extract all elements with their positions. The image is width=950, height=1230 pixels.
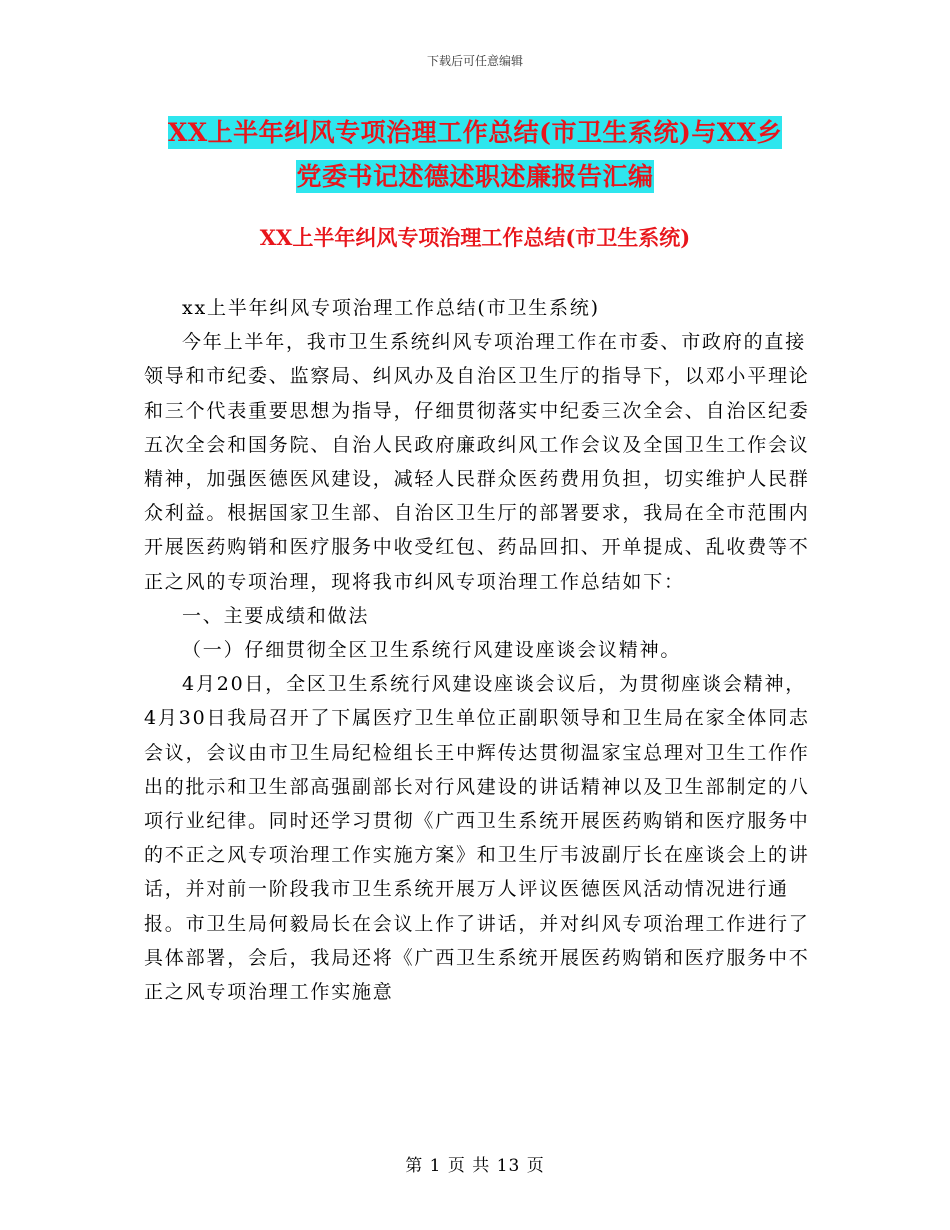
body-heading: 一、主要成绩和做法	[182, 604, 370, 627]
document-body	[144, 291, 812, 1009]
document-title-line-1	[0, 113, 950, 149]
page-number-footer: 第 1 页 共 13 页	[405, 1156, 545, 1176]
section-title: XX上半年纠风专项治理工作总结(市卫生系统)	[259, 225, 691, 250]
document-title-line-2	[0, 157, 950, 193]
page-header-note: 下载后可任意编辑	[426, 54, 523, 68]
body-paragraph: 4月20日，全区卫生系统行风建设座谈会议后，为贯彻座谈会精神，4月30日我局召开了下属医疗卫生单位正副职领导和卫生局在家全体同志会议，会议由市卫生局纪检组长王中辉传达贯彻温家宝总理对卫生工作作出的批示和卫生部高强副部长对行风建设的讲话精神以及卫生部制定的八项行业纪律。同时还学习贯彻《广西卫生系统开展医药购销和医疗服务中的不正之风专项治理工作实施方案》和卫生厅韦波副厅长在座谈会上的讲话，并对前一阶段我市卫生系统开展万人评议医德医风活动情况进行通报。市卫生局何毅局长在会议上作了讲话，并对纠风专项治理工作进行了具体部署，会后，我局还将《广西卫生系统开展医药购销和医疗服务中不正之风专项治理工作实施意	[144, 673, 810, 1004]
title-line-1-text: XX上半年纠风专项治理工作总结(市卫生系统)与XX乡	[167, 118, 783, 147]
title-line-2-text: 党委书记述德述职述廉报告汇编	[296, 162, 654, 191]
body-paragraph: 今年上半年，我市卫生系统纠风专项治理工作在市委、市政府的直接领导和市纪委、监察局、纠风办及自治区卫生厅的指导下，以邓小平理论和三个代表重要思想为指导，仔细贯彻落实中纪委三次全会、自治区纪委五次全会和国务院、自治人民政府廉政纠风工作会议及全国卫生工作会议精神，加强医德医风建设，减轻人民群众医药费用负担，切实维护人民群众利益。根据国家卫生部、自治区卫生厅的部署要求，我局在全市范围内开展医药购销和医疗服务中收受红包、药品回扣、开单提成、乱收费等不正之风的专项治理，现将我市纠风专项治理工作总结如下：	[144, 331, 810, 593]
body-paragraph: xx上半年纠风专项治理工作总结(市卫生系统)	[182, 297, 600, 319]
body-subheading: （一）仔细贯彻全区卫生系统行风建设座谈会议精神。	[182, 639, 682, 662]
